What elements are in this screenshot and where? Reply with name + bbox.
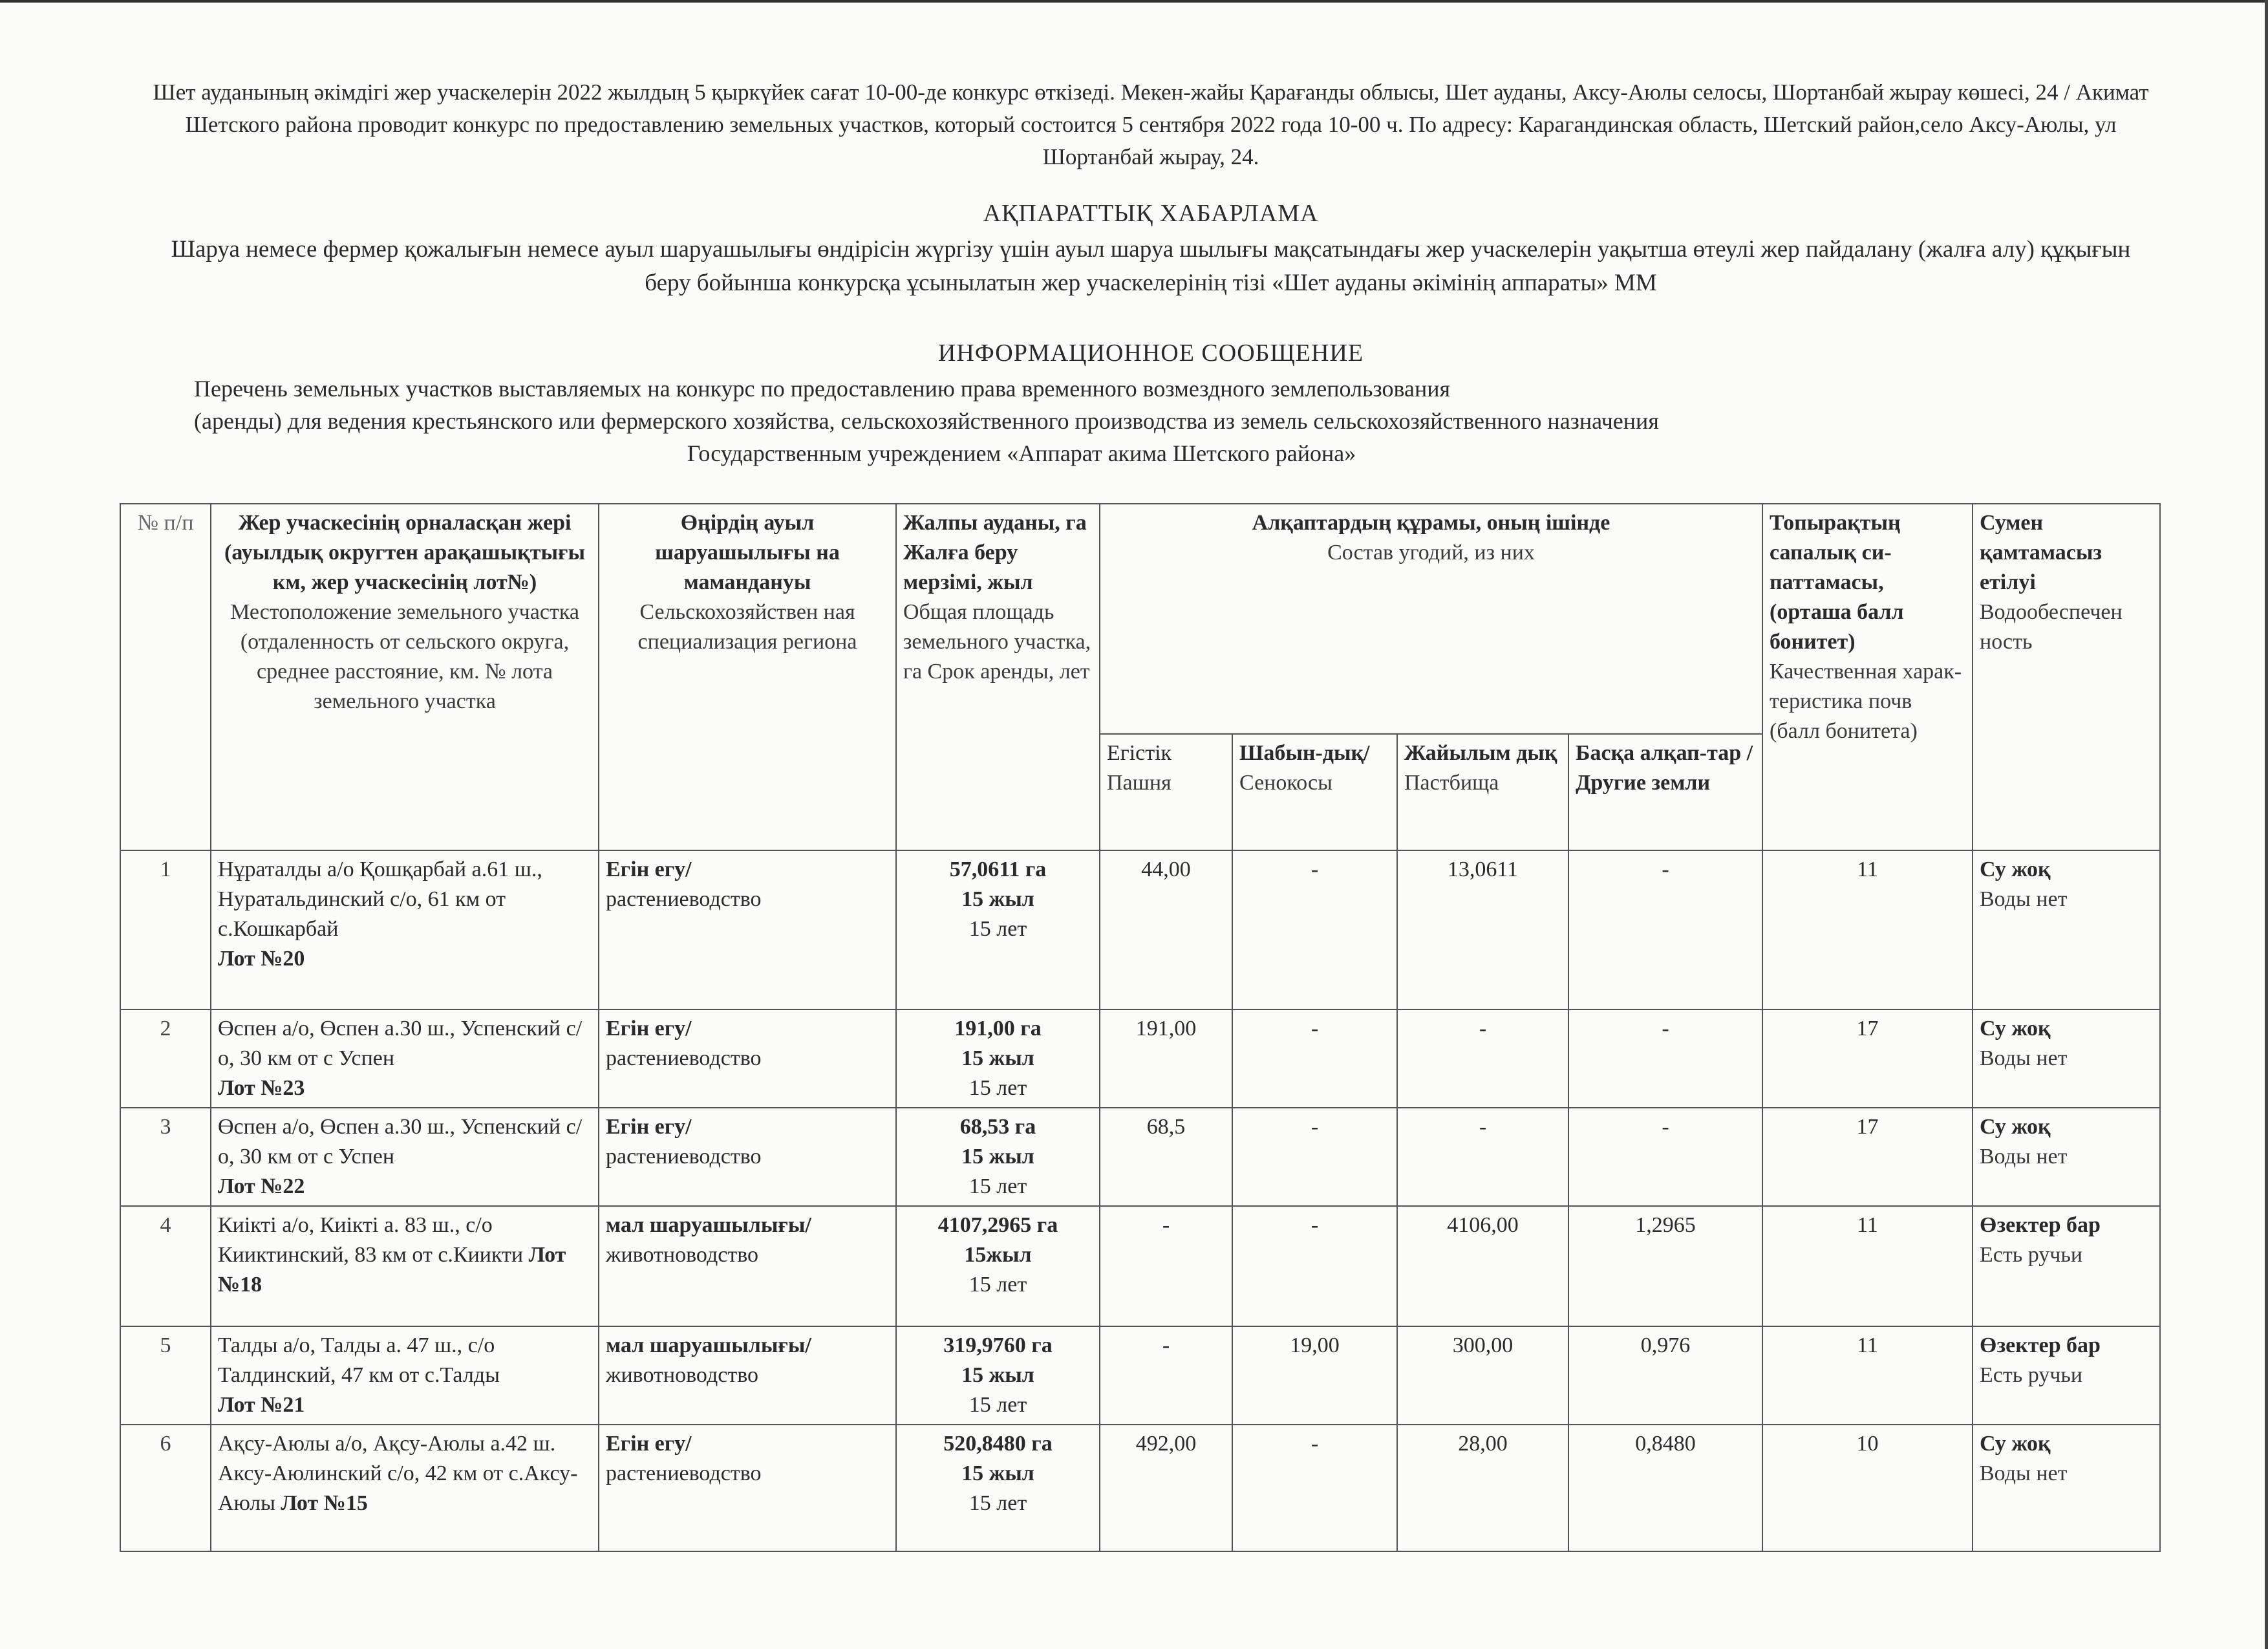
row-location: Талды а/о, Талды а. 47 ш., с/о Талдинский, 47 км от с.Талды Лот №21 [211, 1326, 599, 1425]
row-num: 4 [120, 1206, 211, 1326]
row-other: - [1568, 1009, 1762, 1108]
row-specialization: Егін егу/ растениеводство [599, 1425, 896, 1551]
row-other: - [1568, 1108, 1762, 1206]
header-composition: Алқаптардың құрамы, оның ішінде Состав угодий, из них [1100, 504, 1762, 734]
row-lot: Лот №23 [218, 1076, 305, 1100]
row-hay: - [1232, 1108, 1397, 1206]
row-arable: - [1100, 1326, 1232, 1425]
table-row [120, 1206, 2160, 1326]
row-pasture: 4106,00 [1397, 1206, 1568, 1326]
row-area: 57,0611 га 15 жыл 15 лет [896, 850, 1100, 1009]
row-water: Су жоқ Воды нет [1973, 850, 2160, 1009]
scan-border-right [2265, 0, 2268, 1649]
row-lot: Лот №18 [218, 1243, 566, 1297]
row-location: Киікті а/о, Киікті а. 83 ш., с/о Кииктинский, 83 км от с.Киикти Лот №18 [211, 1206, 599, 1326]
table-row [120, 850, 2160, 1009]
row-arable: 492,00 [1100, 1425, 1232, 1551]
row-soil: 11 [1762, 850, 1973, 1009]
row-pasture: - [1397, 1009, 1568, 1108]
row-soil: 11 [1762, 1326, 1973, 1425]
row-hay: 19,00 [1232, 1326, 1397, 1425]
row-arable: 191,00 [1100, 1009, 1232, 1108]
row-other: 1,2965 [1568, 1206, 1762, 1326]
row-arable: 68,5 [1100, 1108, 1232, 1206]
row-pasture: 300,00 [1397, 1326, 1568, 1425]
row-hay: - [1232, 1425, 1397, 1551]
announcement-intro: Шет ауданының әкімдігі жер учаскелерін 2022 жылдың 5 қыркүйек сағат 10-00-де конкурс өткізеді. Мекен-жайы Қарағанды облысы, Шет ауданы, Аксу-Аюлы селосы, Шортанбай жырау көшесі, 24 / Акимат Шетского района проводит конкурс по предоставлению земельных участков, который состоится 5 сентября 2022 года 10-00 ч. По адресу: Карагандинская область, Шетский район,село Аксу-Аюлы, ул Шортанбай жырау, 24. [153, 80, 2149, 169]
scan-border-top [0, 0, 2268, 3]
row-location: Ақсу-Аюлы а/о, Ақсу-Аюлы а.42 ш. Аксу-Аюлинский с/о, 42 км от с.Аксу-Аюлы Лот №15 [211, 1425, 599, 1551]
header-num: № п/п [120, 504, 211, 850]
row-soil: 10 [1762, 1425, 1973, 1551]
row-specialization: мал шаруашылығы/ животноводство [599, 1326, 896, 1425]
ru-subtitle-line1: Перечень земельных участков выставляемых на конкурс по предоставлению права временного возмездного землепользования [194, 376, 1451, 402]
header-area: Жалпы ауданы, га Жалға беру мерзімі, жыл Общая площадь земельного участка, га Срок аренды, лет [896, 504, 1100, 850]
row-area: 68,53 га 15 жыл 15 лет [896, 1108, 1100, 1206]
row-arable: - [1100, 1206, 1232, 1326]
kz-subtitle: Шаруа немесе фермер қожалығын немесе ауыл шаруашылығы өндірісін жүргізу үшін ауыл шаруа шылығы мақсатындағы жер учаскелерін уақытша өтеулі жер пайдалану (жалға алу) құқығын беру бойынша конкурсқа ұсынылатын жер учаскелерінің тізі «Шет ауданы әкімінің аппараты» ММ [171, 236, 2131, 296]
header-arable: Егістік Пашня [1100, 734, 1232, 850]
row-specialization: Егін егу/ растениеводство [599, 1009, 896, 1108]
kz-title: АҚПАРАТТЫҚ ХАБАРЛАМА [983, 200, 1319, 227]
row-other: 0,976 [1568, 1326, 1762, 1425]
ru-subtitle-line2: (аренды) для ведения крестьянского или фермерского хозяйства, сельскохозяйственного производства из земель сельскохозяйственного назначения [194, 408, 1659, 434]
row-water: Өзектер бар Есть ручьи [1973, 1206, 2160, 1326]
row-hay: - [1232, 1206, 1397, 1326]
header-water: Сумен қамтамасыз етілуі Водообеспечен ность [1973, 504, 2160, 850]
ru-subtitle-line3: Государственным учреждением «Аппарат акима Шетского района» [687, 440, 1356, 466]
header-location: Жер учаскесінің орналасқан жері (ауылдық округтен арақашықтығы км, жер учаскесінің лот№) Местоположение земельного участка (отдаленность от сельского округа, среднее расстояние, км. № лота земельного участка [211, 504, 599, 850]
row-specialization: мал шаруашылығы/ животноводство [599, 1206, 896, 1326]
row-soil: 17 [1762, 1108, 1973, 1206]
row-area: 191,00 га 15 жыл 15 лет [896, 1009, 1100, 1108]
row-other: 0,8480 [1568, 1425, 1762, 1551]
row-area: 520,8480 га 15 жыл 15 лет [896, 1425, 1100, 1551]
row-pasture: - [1397, 1108, 1568, 1206]
ru-title: ИНФОРМАЦИОННОЕ СООБЩЕНИЕ [937, 339, 1364, 367]
land-plots-table [120, 503, 2161, 1552]
row-soil: 11 [1762, 1206, 1973, 1326]
row-num: 2 [120, 1009, 211, 1108]
row-arable: 44,00 [1100, 850, 1232, 1009]
table-row [120, 1009, 2160, 1108]
row-num: 3 [120, 1108, 211, 1206]
row-water: Су жоқ Воды нет [1973, 1425, 2160, 1551]
row-water: Өзектер бар Есть ручьи [1973, 1326, 2160, 1425]
row-location: Өспен а/о, Өспен а.30 ш., Успенский с/о, 30 км от с Успен Лот №23 [211, 1009, 599, 1108]
ru-subtitle [194, 372, 2172, 469]
row-other: - [1568, 850, 1762, 1009]
row-lot: Лот №20 [218, 947, 305, 971]
row-pasture: 28,00 [1397, 1425, 1568, 1551]
table-row [120, 1425, 2160, 1551]
row-num: 6 [120, 1425, 211, 1551]
row-water: Су жоқ Воды нет [1973, 1108, 2160, 1206]
header-other: Басқа алқап-тар / Другие земли [1568, 734, 1762, 850]
row-area: 4107,2965 га 15жыл 15 лет [896, 1206, 1100, 1326]
row-specialization: Егін егу/ растениеводство [599, 1108, 896, 1206]
row-pasture: 13,0611 [1397, 850, 1568, 1009]
header-soil: Топырақтың сапалық си-паттамасы, (орташа балл бонитет) Качественная харак-теристика почв (балл бонитета) [1762, 504, 1973, 850]
row-hay: - [1232, 1009, 1397, 1108]
row-area: 319,9760 га 15 жыл 15 лет [896, 1326, 1100, 1425]
row-hay: - [1232, 850, 1397, 1009]
row-specialization: Егін егу/ растениеводство [599, 850, 896, 1009]
table-row [120, 1326, 2160, 1425]
table-row [120, 1108, 2160, 1206]
row-soil: 17 [1762, 1009, 1973, 1108]
row-lot: Лот №22 [218, 1174, 305, 1198]
header-hay: Шабын-дық/ Сенокосы [1232, 734, 1397, 850]
header-specialization: Өңірдің ауыл шаруашылығы на мамандануы Сельскохозяйствен ная специализация региона [599, 504, 896, 850]
row-lot: Лот №15 [281, 1491, 368, 1515]
header-pasture: Жайылым дық Пастбища [1397, 734, 1568, 850]
row-num: 5 [120, 1326, 211, 1425]
row-lot: Лот №21 [218, 1393, 305, 1417]
row-num: 1 [120, 850, 211, 1009]
row-location: Өспен а/о, Өспен а.30 ш., Успенский с/о, 30 км от с Успен Лот №22 [211, 1108, 599, 1206]
row-location: Нұраталды а/о Қошқарбай а.61 ш., Нуратальдинский с/о, 61 км от с.Кошкарбай Лот №20 [211, 850, 599, 1009]
row-water: Су жоқ Воды нет [1973, 1009, 2160, 1108]
